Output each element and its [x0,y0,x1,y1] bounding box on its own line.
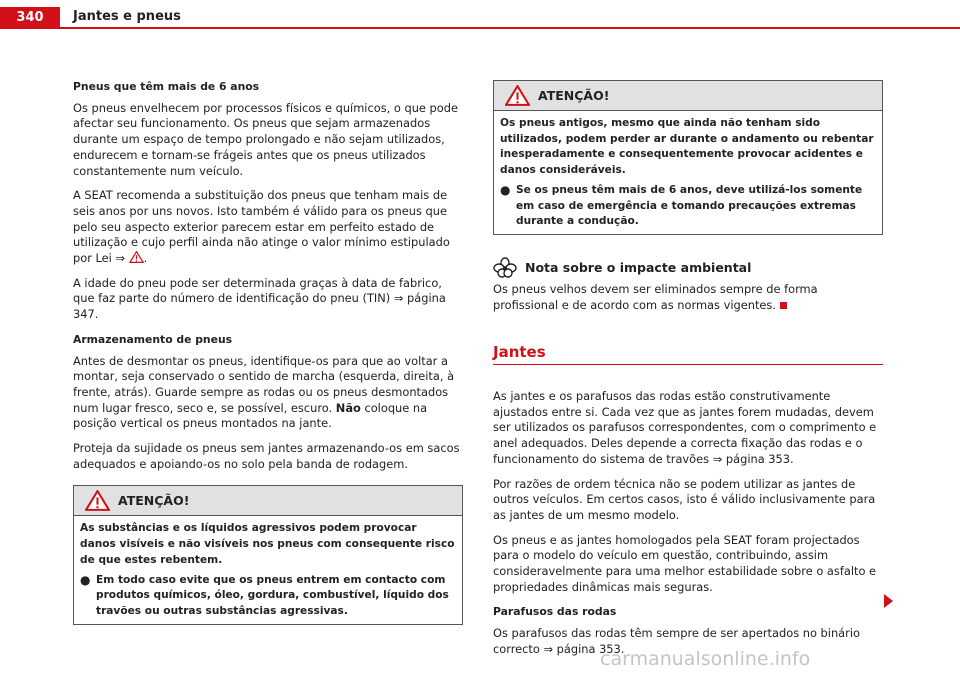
paragraph-torque: Os parafusos das rodas têm sempre de ser apertados no binário correcto ⇒ página 353. [493,626,860,656]
warning-triangle-icon [85,490,110,511]
bullet-icon: ● [500,182,511,197]
section-title: Jantes [493,343,546,362]
paragraph-rims-bolts: As jantes e os parafusos das rodas estão construtivamente ajustados entre si. Cada vez que as jantes forem mudadas, devem ser utilizados os parafusos correspondentes, com o comprimento e anel adequados. Deles depende a correcta fixação das rodas e o funcionamento do sistema de travões ⇒ página 353. [493,389,877,466]
warning-bullet-text: Em todo caso evite que os pneus entrem em contacto com produtos químicos, óleo, gordura, combustível, líquido dos travões ou outras substâncias agressivas. [96,573,449,617]
paragraph-storage [73,354,463,433]
warning-box-substances [73,485,463,624]
environment-note-body: Os pneus velhos devem ser eliminados sempre de forma profissional e de acordo com as normas vigentes. [493,281,818,312]
watermark: carmanualsonline.info [600,648,811,670]
paragraph-storage-start: Antes de desmontar os pneus, identifique-os para que ao voltar a montar, seja conservado o sentido de marcha (esquerda, direita, à frente, atrás). Guarde sempre as rodas ou os pneus desmontados num lugar fresco, seco e, se possível, escuro. [73,353,455,415]
warning-intro: Os pneus antigos, mesmo que ainda não tenham sido utilizados, podem perder ar durante o andamento ou rebentar inesperadamente e consequentemente provocar acidentes e danos consideráveis. [500,117,874,177]
subheading-storage: Armazenamento de pneus [73,332,233,346]
warning-triangle-icon [129,251,144,263]
environment-flower-icon [493,257,517,279]
next-page-arrow-icon [884,594,893,608]
end-of-section-mark-icon [780,302,787,309]
paragraph-approved: Os pneus e as jantes homologados pela SEAT foram projectados para o modelo do veículo em questão, contribuindo, assim consideravelmente para uma melhor estabilidade sobre o asfalto e propriedades dinâmicas mais seguras. [493,532,877,594]
warning-intro: As substâncias e os líquidos agressivos podem provocar danos visíveis e não visíveis nos pneus com consequente risco de que estes rebentem. [80,522,455,566]
environment-note-text [493,282,883,313]
left-column [73,79,463,625]
warning-title: ATENÇÃO! [538,87,610,103]
paragraph-tin: A idade do pneu pode ser determinada graças à data de fabrico, que faz parte do número de identificação do pneu (TIN) ⇒ página 347. [73,275,446,322]
section-header-jantes [493,345,883,365]
environment-note-header [493,257,883,279]
paragraph-replacement-end: . [143,251,148,266]
subheading-wheel-bolts: Parafusos das rodas [493,605,617,619]
paragraph-replacement [73,188,463,267]
warning-header [494,81,882,111]
warning-triangle-icon [505,85,530,106]
warning-header [74,486,462,516]
warning-body [494,111,882,234]
warning-box-old-tyres [493,80,883,235]
paragraph-protect: Proteja da sujidade os pneus sem jantes armazenando-os em sacos adequados e apoiando-os no solo pela banda de rodagem. [73,441,460,471]
warning-bullet-text: Se os pneus têm mais de 6 anos, deve utilizá-los somente em caso de emergência e tomando precauções extremas durante a condução. [516,183,863,228]
paragraph-replacement-text: A SEAT recomenda a substituição dos pneus que tenham mais de seis anos por uns novos. Isto também é válido para os pneus que pelo seu aspecto exterior parecem estar em perfeito estado de utilização e cujo perfil ainda não atinge o valor mínimo estipulado por Lei ⇒ [73,188,450,266]
section-rule [493,364,883,365]
right-column [493,79,883,667]
subheading-old-tyres: Pneus que têm mais de 6 anos [73,80,260,93]
paragraph-aging: Os pneus envelhecem por processos físicos e químicos, o que pode afectar seu funcionamento. Os pneus que sejam armazenados durante um espaço de tempo prolongado e não sejam utilizados, endurecem e tornam-se frágeis antes que os pneus utilizados constantemente num veículo. [73,100,458,178]
header-rule [0,27,960,29]
page-header [0,0,960,28]
warning-body [74,516,462,623]
paragraph-storage-end: coloque na posição vertical os pneus montados na jante. [73,400,428,431]
page-number: 340 [0,7,60,28]
chapter-title: Jantes e pneus [73,9,181,24]
bullet-icon: ● [80,572,91,587]
warning-title: ATENÇÃO! [118,493,190,509]
paragraph-storage-bold: Não [335,400,361,415]
environment-note-title: Nota sobre o impacte ambiental [525,260,752,276]
warning-bullet [80,573,456,620]
warning-bullet [500,183,876,230]
paragraph-other-rims: Por razões de ordem técnica não se podem utilizar as jantes de outros veículos. Em certos casos, isto é válido inclusivamente para as jantes de um mesmo modelo. [493,476,876,522]
